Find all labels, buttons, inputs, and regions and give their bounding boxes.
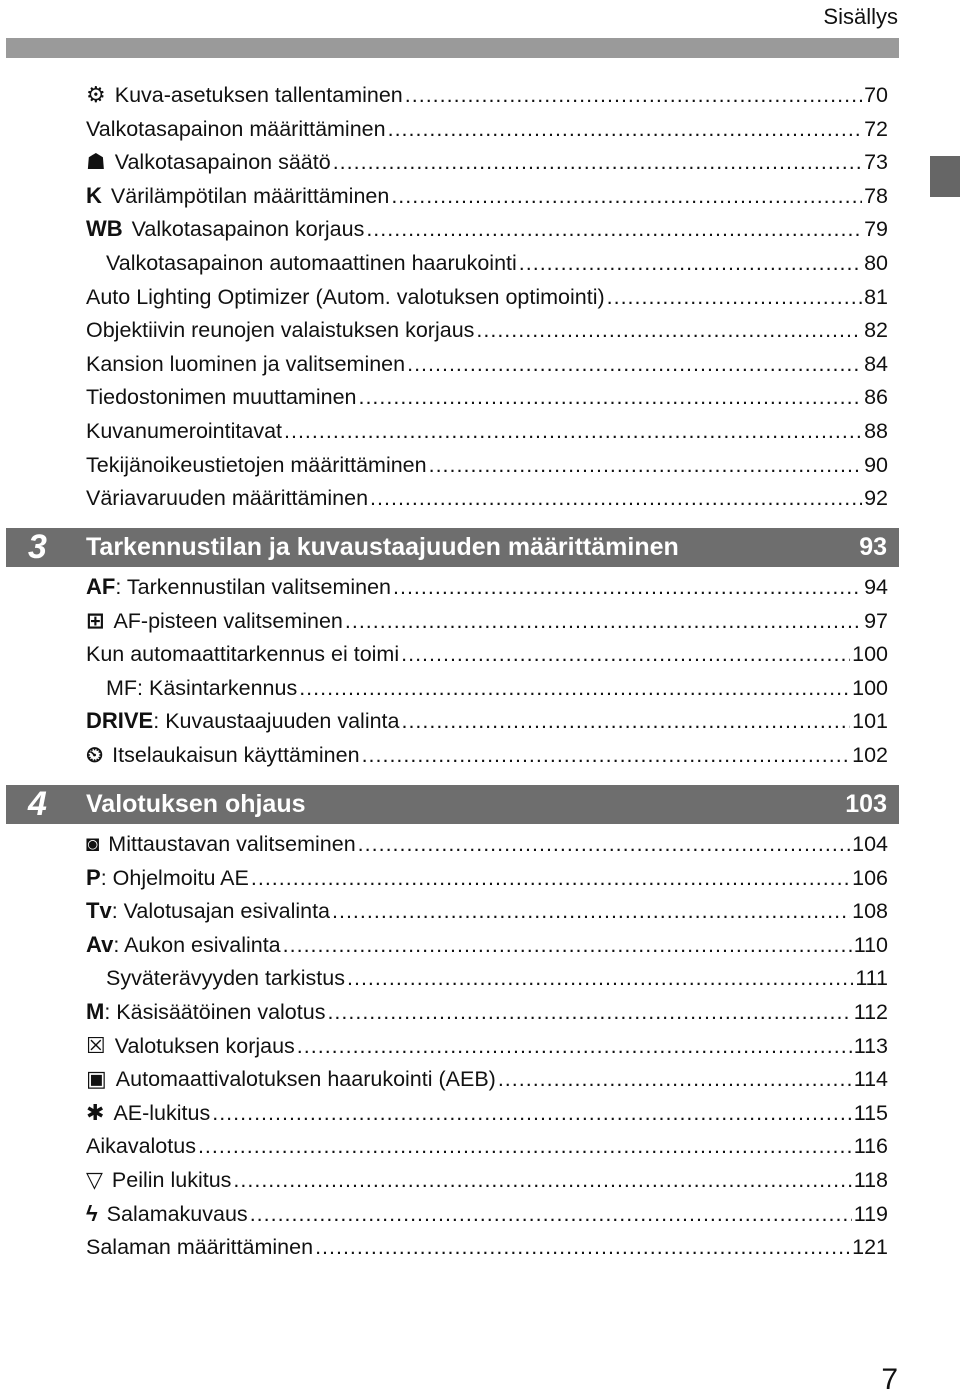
ae-lock-icon: ✱ <box>86 1099 105 1125</box>
toc-entry-label: Salamakuvaus <box>106 1201 248 1226</box>
toc-entry[interactable] <box>86 449 888 481</box>
chapter-number: 3 <box>28 528 47 566</box>
toc-entry-label: MF: Käsintarkennus <box>106 675 298 700</box>
toc-entry[interactable] <box>86 1030 888 1062</box>
toc-entry[interactable] <box>106 672 888 704</box>
toc-entry-page: 79 <box>864 217 888 242</box>
aeb-icon: ▣ <box>86 1066 107 1092</box>
toc-entry-label: : Kuvaustaajuuden valinta <box>153 709 400 734</box>
toc-entry-label: Kuva-asetuksen tallentaminen <box>114 83 403 107</box>
toc-entry[interactable] <box>86 1097 888 1129</box>
toc-entry[interactable] <box>86 113 888 145</box>
toc-entry-page: 102 <box>852 743 888 767</box>
toc-entry-label: Auto Lighting Optimizer (Autom. valotuksen optimointi) <box>86 284 605 309</box>
chapter-side-tab <box>930 156 960 197</box>
toc-entry[interactable] <box>86 739 888 771</box>
toc-entry-label: Salaman määrittäminen <box>86 1235 314 1260</box>
dot-leader <box>297 1030 852 1062</box>
dot-leader <box>498 1063 852 1095</box>
dot-leader <box>358 381 862 413</box>
dot-leader <box>212 1097 851 1129</box>
toc-entry-page: 81 <box>864 284 888 309</box>
toc-entry-page: 84 <box>864 351 888 376</box>
toc-entry-page: 110 <box>853 932 888 957</box>
dot-leader <box>388 113 862 145</box>
dot-leader <box>233 1164 851 1196</box>
toc-entry[interactable] <box>86 146 888 178</box>
toc-entry-label: : Tarkennustilan valitseminen <box>115 575 391 599</box>
toc-entry-label: AE-lukitus <box>113 1100 211 1125</box>
toc-entry-label: Kuvanumerointitavat <box>86 419 282 443</box>
toc-entry[interactable] <box>86 281 888 313</box>
toc-entry-page: 73 <box>864 150 888 175</box>
toc-entry-label: Värilämpötilan määrittäminen <box>110 183 390 208</box>
toc-entry-label: Valotuksen korjaus <box>114 1033 295 1058</box>
toc-entry[interactable] <box>86 348 888 380</box>
toc-entry[interactable] <box>86 862 888 894</box>
self-timer-icon: ⏲ <box>86 742 104 767</box>
toc-entry-label: Kun automaattitarkennus ei toimi <box>86 642 400 667</box>
mirror-lockup-icon: ▽ <box>86 1167 103 1192</box>
toc-entry-label: AF-pisteen valitseminen <box>113 608 343 633</box>
tv-mode-icon: Tv <box>86 898 112 924</box>
dot-leader <box>393 571 862 603</box>
toc-entry[interactable] <box>86 180 888 212</box>
toc-entry-page: 80 <box>864 251 888 275</box>
toc-entry-label: Valkotasapainon säätö <box>114 150 331 175</box>
toc-entry[interactable] <box>86 314 888 346</box>
toc-entry-page: 72 <box>864 116 888 141</box>
toc-entry-label: Valkotasapainon korjaus <box>131 217 365 242</box>
toc-entry-label: Aikavalotus <box>86 1134 196 1159</box>
exposure-comp-icon: ☒ <box>86 1032 106 1058</box>
toc-entry-page: 88 <box>864 419 888 443</box>
toc-entry[interactable] <box>86 1130 888 1162</box>
toc-entry-page: 119 <box>853 1201 888 1226</box>
toc-entry-page: 82 <box>864 318 888 343</box>
dot-leader <box>198 1130 852 1162</box>
toc-entry[interactable] <box>86 1164 888 1196</box>
dot-leader <box>607 281 862 313</box>
toc-entry[interactable] <box>86 1198 888 1230</box>
dot-leader <box>366 213 862 245</box>
chapter-4-heading[interactable] <box>6 785 899 824</box>
toc-entry-label: Peilin lukitus <box>111 1168 232 1192</box>
toc-entry-page: 78 <box>864 183 888 208</box>
toc-entry-page: 100 <box>852 642 888 667</box>
toc-entry-page: 115 <box>853 1100 888 1125</box>
chapter-page: 93 <box>859 533 887 561</box>
toc-entry[interactable] <box>86 571 888 603</box>
chapter-title: Valotuksen ohjaus <box>86 790 306 818</box>
dot-leader <box>401 638 850 670</box>
dot-leader <box>327 996 851 1028</box>
manual-mode-icon: M <box>86 999 105 1024</box>
program-ae-icon: P <box>86 864 101 890</box>
flash-icon: ϟ <box>86 1200 98 1226</box>
dot-leader <box>405 79 862 111</box>
toc-entry[interactable] <box>106 962 888 994</box>
toc-entry-label: Itselaukaisun käyttäminen <box>112 743 360 767</box>
chapter-page: 103 <box>845 790 887 818</box>
toc-entry-label: Tiedostonimen muuttaminen <box>86 385 357 410</box>
toc-entry-page: 97 <box>864 608 888 633</box>
toc-entry-page: 118 <box>853 1168 888 1192</box>
toc-entry[interactable] <box>86 638 888 670</box>
page-number: 7 <box>881 1363 898 1396</box>
toc-entry-page: 104 <box>852 832 888 856</box>
toc-entry-page: 100 <box>852 675 888 700</box>
toc-entry-page: 108 <box>852 899 888 924</box>
toc-entry[interactable] <box>86 213 888 245</box>
toc-entry-page: 92 <box>864 486 888 511</box>
toc-entry[interactable] <box>86 929 888 961</box>
toc-entry-label: : Aukon esivalinta <box>113 932 281 957</box>
toc-entry-label: : Valotusajan esivalinta <box>111 899 331 924</box>
dot-leader <box>345 605 862 637</box>
header-divider-bar <box>6 38 899 58</box>
dot-leader <box>476 314 862 346</box>
toc-entry[interactable] <box>86 1231 888 1263</box>
chapter-3-heading[interactable] <box>6 528 899 567</box>
dot-leader <box>333 146 862 178</box>
dot-leader <box>250 1198 852 1230</box>
toc-entry[interactable] <box>86 828 888 860</box>
toc-entry[interactable] <box>86 705 888 737</box>
toc-entry-page: 101 <box>852 709 888 734</box>
toc-entry-label: Mittaustavan valitseminen <box>108 832 356 856</box>
af-point-icon: ⊞ <box>86 607 105 633</box>
toc-entry[interactable] <box>86 381 888 413</box>
dot-leader <box>284 415 862 447</box>
toc-entry-label: Tekijänoikeustietojen määrittäminen <box>86 452 427 477</box>
toc-entry[interactable] <box>106 247 888 279</box>
af-mode-icon: AF <box>86 574 116 599</box>
custom-wb-icon: ☗ <box>86 149 106 175</box>
dot-leader <box>299 672 850 704</box>
toc-entry[interactable] <box>86 996 888 1028</box>
toc-entry[interactable] <box>86 79 888 111</box>
toc-entry[interactable] <box>86 415 888 447</box>
dot-leader <box>362 739 851 771</box>
chapter-number: 4 <box>28 785 47 823</box>
av-mode-icon: Av <box>86 931 114 957</box>
metering-mode-icon: ◙ <box>86 831 100 856</box>
toc-entry-page: 90 <box>864 452 888 477</box>
toc-entry-page: 86 <box>864 385 888 410</box>
toc-entry-label: : Ohjelmoitu AE <box>100 865 249 890</box>
toc-entry-label: Kansion luominen ja valitseminen <box>86 351 406 376</box>
toc-entry-page: 114 <box>853 1067 888 1092</box>
dot-leader <box>347 962 853 994</box>
toc-entry-label: Objektiivin reunojen valaistuksen korjaus <box>86 318 475 343</box>
toc-entry-label: Syväterävyyden tarkistus <box>106 966 345 991</box>
dot-leader <box>429 449 862 481</box>
toc-entry[interactable] <box>86 1063 888 1095</box>
chapter-title: Tarkennustilan ja kuvaustaajuuden määrittäminen <box>86 533 679 561</box>
dot-leader <box>251 862 850 894</box>
dot-leader <box>283 929 852 961</box>
dot-leader <box>358 828 850 860</box>
toc-entry-label: Valkotasapainon määrittäminen <box>86 116 386 141</box>
drive-mode-icon: DRIVE <box>86 708 154 734</box>
toc-entry-page: 113 <box>853 1033 888 1058</box>
toc-entry-label: Automaattivalotuksen haarukointi (AEB) <box>115 1067 496 1092</box>
toc-entry-page: 94 <box>864 575 888 599</box>
toc-entry-label: : Käsisäätöinen valotus <box>104 1000 326 1024</box>
toc-entry[interactable] <box>86 895 888 927</box>
dot-leader <box>519 247 862 279</box>
dot-leader <box>370 482 862 514</box>
toc-entry-page: 116 <box>853 1134 888 1159</box>
dot-leader <box>391 180 862 212</box>
toc-entry-page: 111 <box>855 966 888 991</box>
dot-leader <box>407 348 862 380</box>
toc-entry-page: 70 <box>864 83 888 107</box>
toc-entry[interactable] <box>86 482 888 514</box>
toc-entry[interactable] <box>86 605 888 637</box>
dot-leader <box>315 1231 850 1263</box>
section-label: Sisällys <box>823 4 898 29</box>
toc-entry-label: Väriavaruuden määrittäminen <box>86 486 369 511</box>
kelvin-icon: K <box>86 182 102 208</box>
toc-entry-page: 121 <box>852 1235 888 1260</box>
wb-correction-icon: WB <box>86 216 123 242</box>
dot-leader <box>401 705 850 737</box>
dot-leader <box>332 895 850 927</box>
toc-entry-label: Valkotasapainon automaattinen haarukointi <box>106 251 517 275</box>
toc-entry-page: 112 <box>853 1000 888 1024</box>
picture-style-register-icon: ⚙ <box>86 82 106 107</box>
toc-entry-page: 106 <box>852 865 888 890</box>
